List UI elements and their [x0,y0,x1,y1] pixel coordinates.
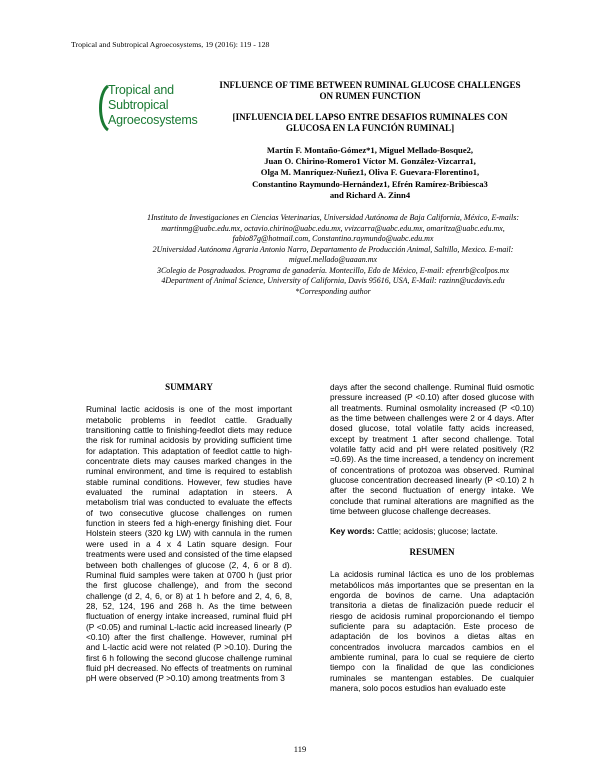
logo-line-3: Agroecosystems [108,113,198,127]
author-line-4: Constantino Raymundo-Hernández1, Efrén Ramírez-Bribiesca3 [252,178,488,189]
affiliation-2: 2Universidad Autónoma Agraria Antonio Narro, Departamento de Producción Animal, Saltillo, Mexico. E-mail: miguel.mellado@uaaan.mx [152,244,514,264]
affiliations [128,213,538,297]
right-column [330,382,534,693]
summary-paragraph-2: days after the second challenge. Ruminal fluid osmotic pressure increased (P <0.10) after dosed glucose with all treatments. Ruminal osmolality increased (P <0.10) as the time between challenges were 2 or 4 days. After dosed glucose, total volatile fatty acids increased, except by treatment 1 after second challenge. Total volatile fatty acid and pH were related positively (R2 =0.69). As the time increased, a tendency on increment of concentrations of protozoa was observed. Ruminal glucose concentration decreased linearly (P <0.10) 2 h after the second fluctuation of energy intake. We conclude that ruminal alterations are magnified as the time between glucose challenge decreases. [330,382,534,517]
page-number: 119 [293,744,307,754]
affiliation-1: 1Instituto de Investigaciones en Ciencias Veterinarias, Universidad Autónoma de Baja California, México, E-mails: martinmg@uabc.edu.mx, octavio.chirino@uabc.edu.mx, vvizcarra@uabc.edu.mx, omaritza@uabc.edu.mx, fabio87g@hotmail.com, Constantino.raymundo@uabc.edu.mx [146,213,520,243]
journal-header: Tropical and Subtropical Agroecosystems, 19 (2016): 119 - 128 [71,40,270,49]
affiliation-3: 3Colegio de Posgraduados. Programa de ganadería. Montecillo, Edo de México, E-mail: efrenrb@colpos.mx [156,265,510,275]
affiliation-4: 4Department of Animal Science, University of California, Davis 95616, USA, E-Mail: razinn@ucdavis.edu [161,276,505,285]
left-column [86,382,292,684]
article-title [205,80,535,134]
author-line-5: and Richard A. Zinn4 [329,189,411,200]
resumen-paragraph-1: La acidosis ruminal láctica es uno de los problemas metabólicos más importantes que se presentan en la engorda de bovinos de carne. Una adaptación transitoria a dietas de finalización puede reducir el riesgo de acidosis ruminal proporcionando el tiempo suficiente para su adaptación. Este proceso de adaptación de los bovinos a dietas altas en concentrados involucra marcados cambios en el ambiente ruminal, para lo cual se requiere de cierto tiempo con la finalidad de que las condiciones ruminales se mantengan estables. De cualquier manera, solo pocos estudios han evaluado este [330,569,534,693]
title-es-line-1: [INFLUENCIA DEL LAPSO ENTRE DESAFIOS RUMINALES CON [232,112,508,122]
logo-text [108,83,198,128]
author-list [205,145,535,201]
resumen-heading: RESUMEN [409,546,455,557]
summary-heading: SUMMARY [165,382,213,392]
author-line-2: Juan O. Chirino-Romero1 Víctor M. González-Vizcarra1, [264,156,476,167]
keywords [330,526,534,536]
author-line-3: Olga M. Manríquez-Nuñez1, Oliva F. Guevara-Florentino1, [260,167,480,178]
author-line-1: Martín F. Montaño-Gómez*1, Miguel Mellado-Bosque2, [266,145,474,155]
corresponding-author: *Corresponding author [295,286,371,296]
journal-logo [94,83,202,133]
title-en-line-1: INFLUENCE OF TIME BETWEEN RUMINAL GLUCOSE CHALLENGES [219,80,521,90]
keywords-label: Key words: [330,526,375,537]
logo-line-2: Subtropical [108,98,169,112]
summary-paragraph-1: Ruminal lactic acidosis is one of the most important metabolic problems in feedlot cattle. Gradually transitioning cattle to finishing-feedlot diets may reduce the risk for ruminal acidosis by providing sufficient time for adaptation. This adaptation of feedlot cattle to high-concentrate diets may causes marked changes in the ruminal environment, and time is required to establish stable ruminal conditions. However, few studies have evaluated the ruminal adaptation in steers. A metabolism trial was conducted to evaluate the effects of two consecutive glucose challenges on rumen function in steers fed a high-energy finishing diet. Four Holstein steers (320 kg LW) with cannula in the rumen were used in a 4 x 4 Latin square design. Four treatments were used and consisted of the time elapsed between both challenges of glucose (2, 4, 6 or 8 d). Ruminal fluid samples were taken at 0700 h (just prior the first glucose challenge), and from the second challenge (d 2, 4, 6, or 8) at 1 h before and 2, 4, 6, 8, 28, 52, 124, 196 and 268 h. As the time between fluctuation of energy intake increased, ruminal fluid pH (P <0.05) and ruminal L-lactic acid increased linearly (P <0.10) after the first challenge. However, ruminal pH and L-lactic acid were not related (P >0.10). During the first 6 h following the second glucose challenge ruminal fluid pH decreased. No effects of treatments on ruminal pH were observed (P >0.10) among treatments from 3 [86,404,292,684]
title-en-line-2: ON RUMEN FUNCTION [319,91,421,101]
keywords-list: Cattle; acidosis; glucose; lactate. [374,526,498,537]
title-es-line-2: GLUCOSA EN LA FUNCIÓN RUMINAL] [285,123,455,133]
logo-line-1: Tropical and [108,83,174,97]
